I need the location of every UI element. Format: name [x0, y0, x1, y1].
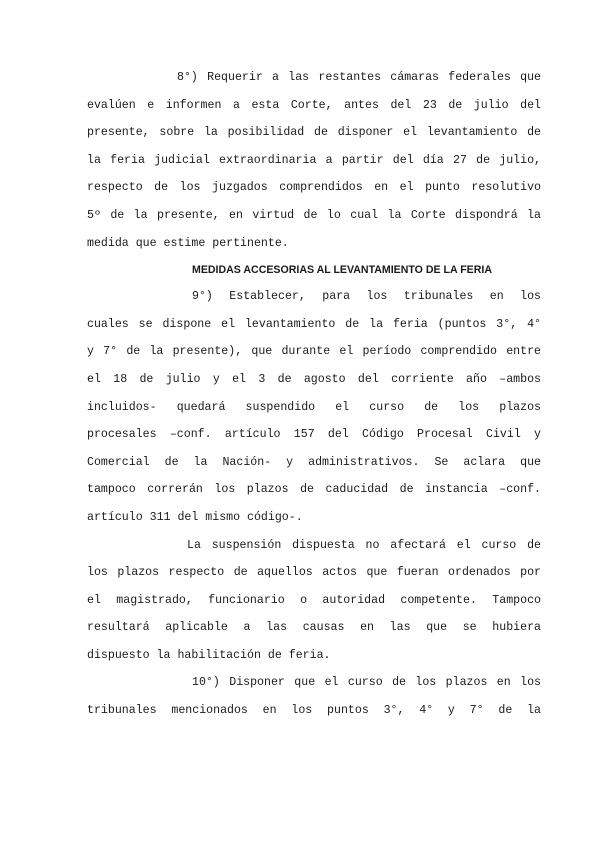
- section-heading: MEDIDAS ACCESORIAS AL LEVANTAMIENTO DE LA FERIA: [192, 264, 492, 277]
- text-line: los plazos respecto de aquellos actos que fueran ordenados por: [87, 566, 541, 580]
- text-line: el magistrado, funcionario o autoridad competente. Tampoco: [87, 593, 541, 607]
- document-page: [87, 64, 541, 725]
- paragraph-suspension: [87, 532, 541, 670]
- text-line: medida que estime pertinente.: [87, 236, 289, 250]
- text-line: 9°) Establecer, para los tribunales en los: [192, 290, 541, 304]
- text-line: 5º de la presente, en virtud de lo cual la Corte dispondrá la: [87, 208, 541, 222]
- text-line: presente, sobre la posibilidad de disponer el levantamiento de: [87, 126, 541, 140]
- text-line: artículo 311 del mismo código-.: [87, 510, 303, 524]
- paragraph-10: [87, 669, 541, 724]
- text-line: tribunales mencionados en los puntos 3°, 4° y 7° de la: [87, 704, 541, 718]
- text-line: dispuesto la habilitación de feria.: [87, 648, 331, 662]
- text-line: 8°) Requerir a las restantes cámaras federales que: [177, 71, 541, 84]
- text-line: Comercial de la Nación- y administrativos. Se aclara que: [87, 455, 541, 469]
- paragraph-9: [87, 283, 541, 531]
- text-line: procesales –conf. artículo 157 del Código Procesal Civil y: [87, 428, 541, 442]
- text-line: La suspensión dispuesta no afectará el curso de: [187, 538, 541, 552]
- text-line: cuales se dispone el levantamiento de la feria (puntos 3°, 4°: [87, 317, 541, 331]
- text-line: la feria judicial extraordinaria a partir del día 27 de julio,: [87, 153, 541, 167]
- paragraph-8: [87, 64, 541, 257]
- text-line: incluidos- quedará suspendido el curso de los plazos: [87, 400, 541, 414]
- text-line: y 7° de la presente), que durante el período comprendido entre: [87, 345, 541, 359]
- text-line: evalúen e informen a esta Corte, antes del 23 de julio del: [87, 98, 541, 112]
- text-line: respecto de los juzgados comprendidos en el punto resolutivo: [87, 181, 541, 195]
- text-line: tampoco correrán los plazos de caducidad de instancia –conf.: [87, 483, 541, 497]
- text-line: 10°) Disponer que el curso de los plazos en los: [192, 676, 541, 690]
- text-line: el 18 de julio y el 3 de agosto del corriente año –ambos: [87, 372, 541, 386]
- text-line: resultará aplicable a las causas en las que se hubiera: [87, 621, 541, 635]
